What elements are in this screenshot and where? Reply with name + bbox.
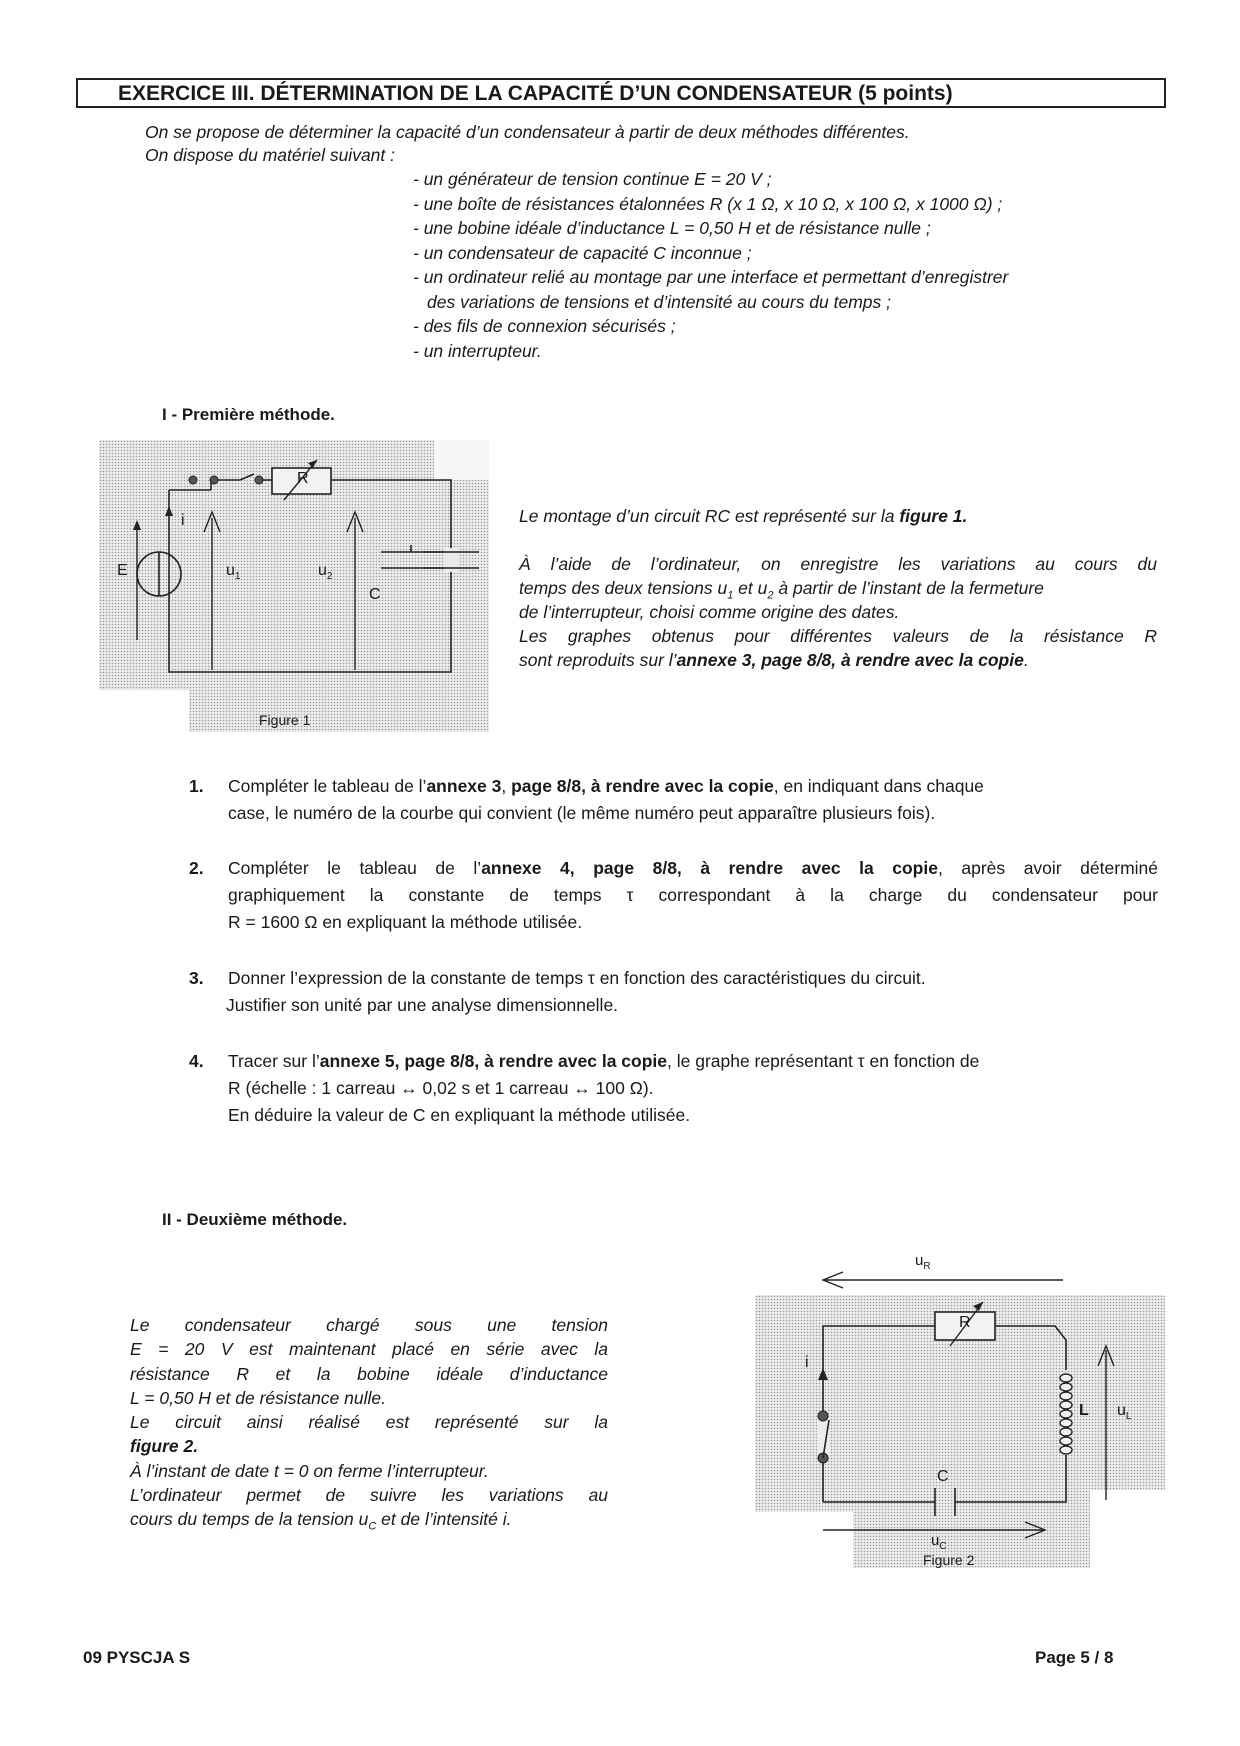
- question-2-line-2: graphiquement la constante de temps τ correspondant à la charge du condensateur pour: [228, 885, 1158, 905]
- materials-item: - un ordinateur relié au montage par une interface et permettant d’enregistrer: [413, 267, 1009, 287]
- materials-item: - un condensateur de capacité C inconnue ;: [413, 242, 752, 263]
- question-2-line-1: Compléter le tableau de l’annexe 4, page 8/8, à rendre avec la copie, après avoir déterminé: [228, 858, 1159, 878]
- footer-code: 09 PYSCJA S: [83, 1648, 191, 1667]
- section-2-heading: II - Deuxième méthode.: [162, 1210, 348, 1229]
- section-2-text-line: L’ordinateur permet de suivre les variations au: [130, 1485, 608, 1506]
- section-2-text: [130, 1313, 608, 1539]
- question-4-line-1: Tracer sur l’annexe 5, page 8/8, à rendre avec la copie, le graphe représentant τ en fonction de: [228, 1051, 980, 1071]
- question-1-number: 1.: [189, 776, 204, 796]
- question-2-line-3: R = 1600 Ω en expliquant la méthode utilisée.: [228, 912, 583, 932]
- figure-1-label-i: i: [181, 512, 185, 529]
- figure-1-label-C: C: [369, 586, 381, 603]
- figure-1-label-u2: $u_2$: [318, 562, 333, 583]
- question-4-line-2: R (échelle : 1 carreau ↔ 0,02 s et 1 carreau ↔ 100 Ω).: [228, 1078, 654, 1098]
- section-2-text-line: cours du temps de la tension $u_C$ et de l’intensité i.: [130, 1509, 512, 1533]
- figure-1-circuit: [99, 440, 489, 732]
- section-2-text-line: À l’instant de date t = 0 on ferme l’interrupteur.: [130, 1460, 489, 1481]
- figure-2-label-L: L: [1079, 1402, 1089, 1419]
- figure-2-label-uR: $u_R$: [915, 1252, 931, 1272]
- section-1-paragraph-2-line-3: de l’interrupteur, choisi comme origine des dates.: [519, 602, 900, 622]
- question-1-line-1: Compléter le tableau de l’annexe 3, page 8/8, à rendre avec la copie, en indiquant dans chaque: [228, 776, 984, 796]
- figure-1-label-u1: $u_1$: [226, 562, 241, 583]
- section-2-text-line: L = 0,50 H et de résistance nulle.: [130, 1387, 387, 1408]
- question-2-number: 2.: [189, 858, 204, 878]
- materials-item: - une boîte de résistances étalonnées R (x 1 Ω, x 10 Ω, x 100 Ω, x 1000 Ω) ;: [413, 193, 1003, 214]
- materials-item: des variations de tensions et d’intensité au cours du temps ;: [427, 291, 892, 312]
- question-3: [189, 965, 1169, 1025]
- section-2-text-line: Le circuit ainsi réalisé est représenté sur la: [130, 1412, 608, 1433]
- materials-item: - un générateur de tension continue E = 20 V ;: [413, 169, 772, 189]
- section-1-paragraph-2-line-2: temps des deux tensions $u_1$ et $u_2$ à partir de l’instant de la fermeture: [519, 578, 1044, 602]
- figure-1-label-R: R: [297, 470, 309, 487]
- question-3-line-1: Donner l’expression de la constante de temps τ en fonction des caractéristiques du circuit.: [228, 968, 926, 988]
- question-3-line-2: Justifier son unité par une analyse dimensionnelle.: [226, 995, 619, 1015]
- question-1: [189, 773, 1169, 833]
- section-1-paragraph-2-line-1: À l’aide de l’ordinateur, on enregistre les variations au cours du: [519, 554, 1157, 574]
- materials-list: [413, 167, 1008, 363]
- figure-2-label-R: R: [959, 1314, 971, 1331]
- materials-item: - des fils de connexion sécurisés ;: [413, 316, 676, 336]
- question-4-number: 4.: [189, 1051, 204, 1071]
- figure-2-caption: Figure 2: [923, 1552, 975, 1568]
- section-1-paragraph-1: Le montage d’un circuit RC est représenté sur la figure 1.: [519, 506, 968, 526]
- materials-item: - un interrupteur.: [413, 340, 542, 361]
- exercise-title: EXERCICE III. DÉTERMINATION DE LA CAPACITÉ D’UN CONDENSATEUR (5 points): [76, 78, 1166, 108]
- section-2-text-line: E = 20 V est maintenant placé en série avec la: [130, 1339, 608, 1360]
- section-1-heading: I - Première méthode.: [162, 405, 335, 424]
- section-2-text-line: figure 2.: [130, 1436, 199, 1457]
- figure-1-label-E: E: [117, 562, 128, 579]
- question-4-line-3: En déduire la valeur de C en expliquant la méthode utilisée.: [228, 1105, 691, 1125]
- figure-2: [755, 1250, 1165, 1568]
- intro-line-1: On se propose de déterminer la capacité d’un condensateur à partir de deux méthodes différentes.: [145, 122, 910, 142]
- figure-1-caption: Figure 1: [259, 712, 311, 728]
- figure-2-label-uL: $u_L$: [1117, 1402, 1132, 1423]
- section-1-paragraph-3-line-2: sont reproduits sur l’annexe 3, page 8/8, à rendre avec la copie.: [519, 650, 1029, 670]
- figure-2-label-C: C: [937, 1468, 949, 1485]
- section-2-text-line: Le condensateur chargé sous une tension: [130, 1315, 608, 1335]
- figure-1: [99, 440, 489, 732]
- question-2: [189, 855, 1169, 941]
- materials-item: - une bobine idéale d’inductance L = 0,50 H et de résistance nulle ;: [413, 218, 931, 238]
- figure-2-label-uC: $u_C$: [931, 1532, 947, 1552]
- intro-line-2: On dispose du matériel suivant :: [145, 145, 395, 165]
- section-2-text-line: résistance R et la bobine idéale d’inductance: [130, 1363, 608, 1384]
- question-4: [189, 1048, 1169, 1134]
- figure-2-circuit: [755, 1250, 1165, 1568]
- figure-2-label-i: i: [805, 1354, 809, 1371]
- page-number: Page 5 / 8: [1035, 1648, 1114, 1667]
- question-3-number: 3.: [189, 968, 204, 988]
- question-1-line-2: case, le numéro de la courbe qui convient (le même numéro peut apparaître plusieurs fois).: [228, 803, 936, 823]
- section-1-paragraph-3-line-1: Les graphes obtenus pour différentes valeurs de la résistance R: [519, 626, 1157, 646]
